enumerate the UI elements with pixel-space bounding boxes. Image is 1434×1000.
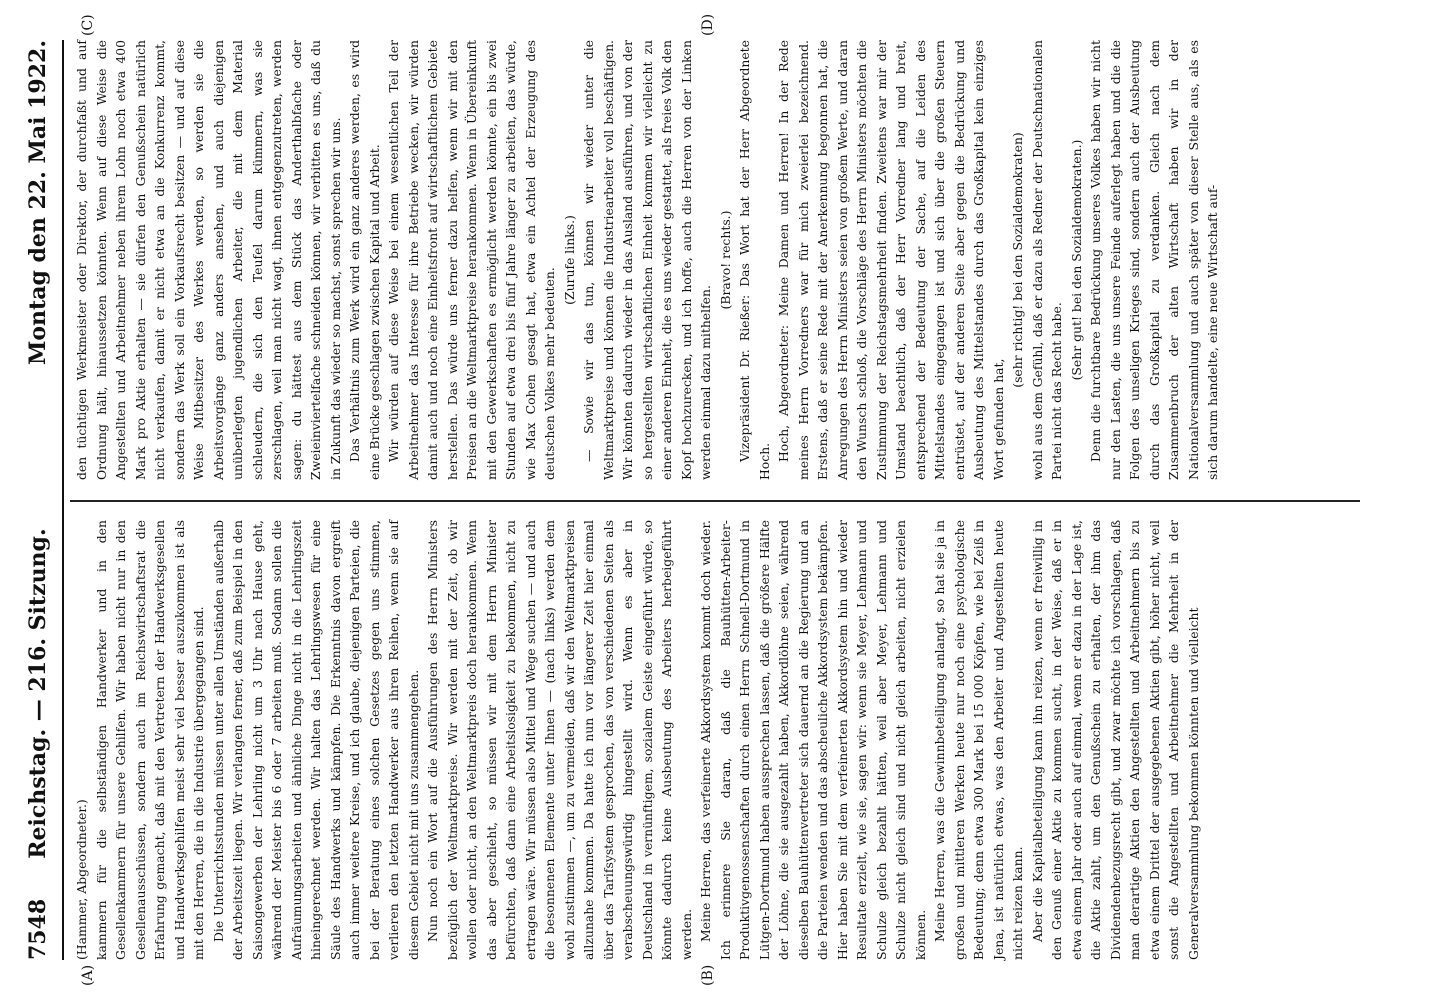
right-column-paragraph: den tüchtigen Werkmeister oder Direktor, der durchfaßt und auf Ordnung hält, hinaussetzen könnten. Wenn auf diese Weise die Angestellten und Arbeitnehmer neben ihrem Lohn noch etwa 400 Mark pro Aktie erhalten — sie dürfen den Genußschein natürlich nicht verkaufen, damit er nicht etwa an die Konkurrenz kommt, sondern das Werk soll ein Vorkaufsrecht besitzen — und auf diese Weise Mitbesitzer des Werkes werden, so werden sie die Arbeitsvorgänge ganz anders ansehen, und auch diejenigen unüberlegten jugendlichen Arbeiter, die mit dem Material schleudern, die sich den Teufel darum kümmern, was sie zerschlagen, weil man nicht wagt, ihnen entgegenzutreten, werden sagen: du hättest aus dem Stück das Anderthalbfache oder Zweieinviertelfache schneiden können, wir verbitten es uns, daß du in Zukunft das wieder so machst, sonst sprechen wir uns. (74, 40, 343, 480)
margin-marker-a: (A) (80, 964, 96, 986)
right-column-paragraph: Wir würden auf diese Weise bei einem wesentlichen Teil der Arbeitnehmer das Interesse für ihre Betriebe wecken, wir würden damit auch und noch eine Einheitsfront auf wirtschaftlichem Gebiete herstellen. Das würde uns ferner dazu helfen, wenn wir mit den Preisen an die Weltmarktpreise herankommen. Wenn in Übereinkunft mit den Gewerkschaften es ermöglicht werden könnte, ein bis zwei Stunden auf etwa drei bis fünf Jahre länger zu arbeiten, das würde, wie Max Cohen gesagt hat, etwa ein Achtel der Erzeugung des deutschen Volkes mehr bedeuten. (386, 40, 557, 480)
left-column-paragraph: Die Unterrichtsstunden müssen unter allen Umständen außerhalb der Arbeitszeit liegen. Wir verlangen ferner, daß zum Beispiel in den Saisongewerben der Lehrling nicht um 3 Uhr nach Hause geht, während der Meister bis 6 oder 7 arbeiten muß. Sodann sollen die Aufräumungsarbeiten und ähnliche Dinge nicht in die Lehrlingszeit hineingerechnet werden. Wir halten das Lehrlingswesen für eine Säule des Handwerks und kämpfen. Die Erkenntnis davon ergreift auch immer weitere Kreise, und ich glaube, diejenigen Parteien, die bei der Beratung eines solchen Gesetzes gegen uns stimmen, verlieren den letzten Handwerker aus ihren Reihen, wenn sie auf diesem Gebiet nicht mit uns zusammengehen. (210, 520, 421, 960)
right-column-paragraph: wohl aus dem Gefühl, daß er dazu als Redner der Deutschnationalen Partei nicht das Recht habe. (1029, 40, 1064, 480)
left-column-paragraph: (Hammer, Abgeordneter.) (74, 799, 89, 960)
header-rule (62, 40, 64, 960)
right-column-paragraph: (Bravo! rechts.) (717, 210, 733, 310)
left-column-paragraph: kammern für die selbständigen Handwerker und in den Gesellenkammern für unsere Gehilfen. Wir haben nicht nur in den Gesellenausschüssen, sondern auch im Reichswirtschaftsrat die Erfahrung gemacht, daß mit den Vertretern der Handwerksgesellen und Handwerksgehilfen meist sehr viel besser auszukommen ist als mit den Herren, die in die Industrie übergegangen sind. (93, 520, 206, 960)
margin-marker-b: (B) (700, 964, 716, 986)
left-column-paragraph: Nun noch ein Wort auf die Ausführungen des Herrn Ministers bezüglich der Weltmarktpreise. Wir werden mit der Zeit, ob wir wollen oder nicht, an den Weltmarktpreis doch herankommen. Wenn das aber geschieht, so müssen wir mit dem Herrn Minister befürchten, daß dann eine Arbeitslosigkeit zu bekommen, nicht zu ertragen wäre. Wir müssen also Mittel und Wege suchen — und auch die besonnenen Elemente unter Ihnen — (nach links) werden dem wohl zustimmen —, um zu vermeiden, daß wir den Weltmarktpreisen allzunahe kommen. Da hatte ich nun vor längerer Zeit hier einmal über das Tarifsystem gesprochen, das von verschiedenen Seiten als verabscheuungswürdig hingestellt wird. Wenn es aber in Deutschland in vernünftigem, sozialem Geiste eingeführt würde, so könnte dadurch keine Ausbeutung des Arbeiters herbeigeführt werden. (425, 520, 694, 960)
margin-marker-d: (D) (700, 13, 716, 36)
left-column (72, 520, 1203, 960)
page-number: 7548 (25, 898, 51, 960)
left-column-paragraph: Meine Herren, das verfeinerte Akkordsystem kommt doch wieder. Ich erinnere Sie daran, daß die Bauhütten-Arbeiter-Produktivgenossenschaften durch einen Herrn Schnell-Dortmund in Lütgen-Dortmund haben aussprechen lassen, daß die größere Hälfte der Löhne, die sie ausgezahlt haben, Akkordlöhne seien, während dieselben Bauhüttenvertreter sich dauernd an die Regierung und an die Parteien wenden und das abscheuliche Akkordsystem bekämpfen. Hier haben Sie mit dem verfeinerten Akkordsystem hin und wieder Resultate erzielt, wie sie, sagen wir: wenn sie Meyer, Lehmann und Schulze gleich bezahlt hätten, weil aber Meyer, Lehmann und Schulze nicht gleich sind und nicht gleich arbeiten, nicht erzielen können. (698, 520, 928, 960)
right-column-paragraph: Denn die furchtbare Bedrückung unseres Volkes haben wir nicht nur den Lasten, die uns unsere Feinde auferlegt haben und die die Folgen des unseligen Krieges sind, sondern auch der Ausbeutung durch das Großkapital zu verdanken. Gleich nach dem Zusammenbruch der alten Wirtschaft haben wir in der Nationalversammlung und auch später von dieser Stelle aus, als es sich darum handelte, eine neue Wirtschaft auf- (1088, 40, 1220, 480)
left-column-paragraph: Meine Herren, was die Gewinnbeteiligung anlangt, so hat sie ja in großen und mittleren Werken heute nur noch eine psychologische Bedeutung; denn etwa 300 Mark bei 15 000 Köpfen, wie bei Zeiß in Jena, ist natürlich etwas, was den Arbeiter und Angestellten heute nicht reizen kann. (932, 520, 1025, 960)
left-column-paragraph: Aber die Kapitalbeteiligung kann ihn reizen, wenn er freiwillig in den Genuß einer Aktie zu kommen sucht, in der Weise, daß er in etwa einem Jahr oder auch auf einmal, wenn er dazu in der Lage ist, die Aktie zahlt, um den Genußschein zu erhalten, der ihm das Dividendenbezugsrecht gibt, und zwar möchte ich vorschlagen, daß man derartige Aktien den Angestellten und Arbeitnehmern bis zu etwa einem Drittel der ausgegebenen Aktien gibt, höher nicht, weil sonst die Angestellten und Arbeitnehmer die Mehrheit in der Generalversammlung bekommen könnten und vielleicht (1029, 520, 1201, 960)
right-column-paragraph: (Zurufe links.) (561, 215, 577, 305)
right-column-paragraph: Hoch, Abgeordneter: Meine Damen und Herren! In der Rede meines Herrn Vorredners war für mich zweierlei bezeichnend. Erstens, daß er seine Rede mit der Anerkennung begonnen hat, die Anregungen des Herrn Ministers seien von großem Werte, und daran den Wunsch schloß, die Vorschläge des Herrn Ministers möchten die Zustimmung der Reichstagsmehrheit finden. Zweitens war mir der Umstand beachtlich, daß der Herr Vorredner lang und breit, entsprechend der Bedeutung der Sache, auf die Leiden des Mittelstandes eingegangen ist und sich über die großen Steuern entrüstet, auf der anderen Seite aber gegen die Bedrückung und Ausbeutung des Mittelstandes durch das Großkapital kein einziges Wort gefunden hat, (776, 40, 1006, 480)
column-separator (70, 500, 1360, 502)
right-column-paragraph: (Sehr gut! bei den Sozialdemokraten.) (1068, 139, 1084, 381)
right-column-paragraph: (sehr richtig! bei den Sozialdemokraten) (1010, 132, 1025, 388)
right-column (72, 40, 1223, 480)
margin-marker-c: (C) (80, 14, 96, 36)
session-date: Montag den 22. Mai 1922. (25, 40, 51, 365)
right-column-paragraph: — Sowie wir das tun, können wir wieder unter die Weltmarktpreise und können die Industriearbeiter voll beschäftigen. Wir könnten dadurch wieder in das Ausland ausführen, und von der so hergestellten wirtschaftlichen Einheit kommen wir vielleicht zu einer anderen Einheit, die es uns wieder gestattet, als freies Volk den Kopf hochzurecken, und ich hoffe, auch die Herren von der Linken werden einmal dazu mithelfen. (581, 40, 713, 480)
right-column-paragraph: Vizepräsident Dr. Rießer: Das Wort hat der Herr Abgeordnete Hoch. (737, 40, 772, 480)
right-column-paragraph: Das Verhältnis zum Werk wird ein ganz anderes werden, es wird eine Brücke geschlagen zwischen Kapital und Arbeit. (347, 40, 382, 480)
page-header (18, 40, 58, 960)
session-title: Reichstag. — 216. Sitzung. (25, 528, 51, 859)
digitization-credit (1404, 0, 1426, 1000)
